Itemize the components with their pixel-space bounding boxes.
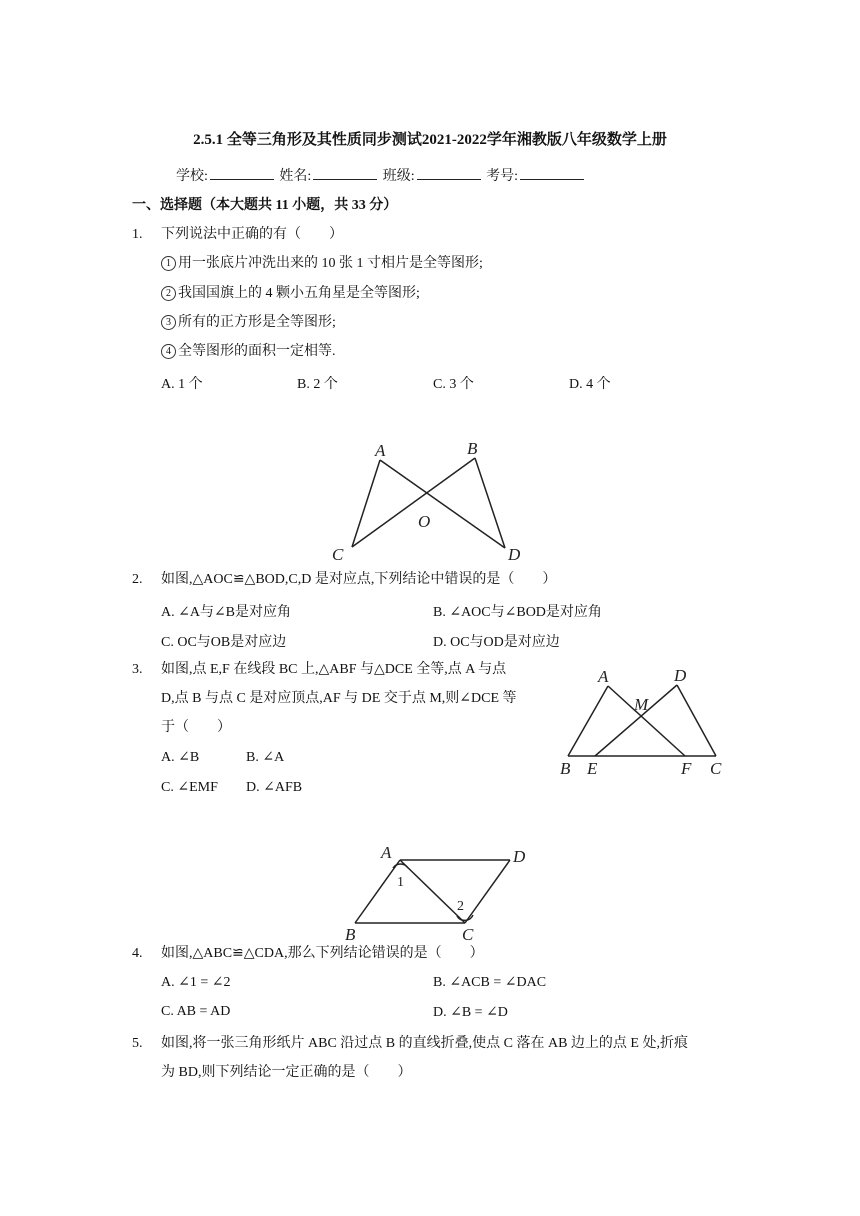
name-label: 姓名:: [279, 169, 312, 184]
q4-number: 4.: [132, 946, 143, 961]
q4-option-b: B. ∠ACB = ∠DAC: [433, 975, 547, 990]
class-label: 班级:: [382, 169, 415, 184]
q2-option-a: A. ∠A与∠B是对应角: [161, 605, 292, 620]
circled-number: 2: [161, 286, 176, 301]
q3-stem-line-1: 如图,点 E,F 在线段 BC 上,△ABF 与△DCE 全等,点 A 与点: [161, 662, 507, 677]
circled-number: 1: [161, 256, 176, 271]
q3-option-a: A. ∠B: [161, 750, 200, 765]
q4-option-a: A. ∠1 = ∠2: [161, 975, 231, 990]
q1-number: 1.: [132, 227, 143, 242]
q1-stem: 下列说法中正确的有（ ）: [161, 227, 343, 242]
q3-stem-line-2: D,点 B 与点 C 是对应顶点,AF 与 DE 交于点 M,则∠DCE 等: [161, 691, 517, 706]
q1-item-1: [161, 254, 483, 274]
point-c-label: C: [462, 925, 474, 944]
name-blank: [313, 167, 377, 180]
q5-number: 5.: [132, 1036, 143, 1051]
q1-item-text: 全等图形的面积一定相等.: [178, 344, 336, 359]
q3-option-d: D. ∠AFB: [246, 780, 303, 795]
section-heading: 一、选择题（本大题共 11 小题，共 33 分）: [132, 198, 398, 213]
student-info-line: [176, 165, 586, 185]
q2-number: 2.: [132, 572, 143, 587]
point-a-label: A: [375, 441, 386, 460]
q5-stem-line-1: 如图,将一张三角形纸片 ABC 沿过点 B 的直线折叠,使点 C 落在 AB 边上的点 E 处,折痕: [161, 1036, 688, 1051]
q1-item-text: 所有的正方形是全等图形;: [178, 315, 336, 330]
q1-item-text: 用一张底片冲洗出来的 10 张 1 寸相片是全等图形;: [178, 256, 483, 271]
point-b-label: B: [345, 925, 356, 944]
q3-stem-line-3: 于（ ）: [161, 720, 231, 735]
class-blank: [417, 167, 481, 180]
point-a-label: A: [381, 843, 392, 862]
q4-stem: 如图,△ABC≌△CDA,那么下列结论错误的是（ ）: [161, 946, 484, 961]
q1-item-3: [161, 313, 336, 333]
circled-number: 3: [161, 315, 176, 330]
q2-option-b: B. ∠AOC与∠BOD是对应角: [433, 605, 602, 620]
point-e-label: E: [587, 759, 598, 778]
q3-number: 3.: [132, 662, 143, 677]
point-b-label: B: [560, 759, 571, 778]
point-d-label: D: [508, 545, 521, 564]
q1-option-a: A. 1 个: [161, 377, 203, 392]
q1-option-c: C. 3 个: [433, 377, 474, 392]
q1-item-2: [161, 284, 420, 304]
q1-item-text: 我国国旗上的 4 颗小五角星是全等图形;: [178, 286, 420, 301]
point-a-label: A: [598, 667, 609, 686]
point-c-label: C: [710, 759, 722, 778]
point-b-label: B: [467, 439, 478, 458]
point-f-label: F: [681, 759, 692, 778]
q2-option-c: C. OC与OB是对应边: [161, 635, 287, 650]
exam-no-label: 考号:: [486, 169, 519, 184]
q3-option-c: C. ∠EMF: [161, 780, 218, 795]
page-title: 2.5.1 全等三角形及其性质同步测试2021-2022学年湘教版八年级数学上册: [193, 132, 667, 148]
q2-stem: 如图,△AOC≌△BOD,C,D 是对应点,下列结论中错误的是（ ）: [161, 572, 557, 587]
exam-no-blank: [520, 167, 584, 180]
point-o-label: O: [418, 512, 431, 531]
point-c-label: C: [332, 545, 344, 564]
q3-option-b: B. ∠A: [246, 750, 285, 765]
q1-item-4: [161, 342, 336, 362]
school-blank: [210, 167, 274, 180]
point-m-label: M: [634, 695, 649, 714]
q4-option-d: D. ∠B = ∠D: [433, 1005, 508, 1020]
angle-2-label: 2: [457, 899, 464, 914]
angle-1-label: 1: [397, 875, 404, 890]
figure-q4-parallelogram: [335, 840, 535, 945]
point-d-label: D: [674, 666, 687, 685]
school-label: 学校:: [176, 169, 208, 184]
point-d-label: D: [513, 847, 526, 866]
q2-option-d: D. OC与OD是对应边: [433, 635, 560, 650]
q1-option-d: D. 4 个: [569, 377, 611, 392]
q5-stem-line-2: 为 BD,则下列结论一定正确的是（ ）: [161, 1065, 412, 1080]
q4-option-c: C. AB = AD: [161, 1004, 231, 1019]
circled-number: 4: [161, 344, 176, 359]
figure-q3-triangles: [550, 660, 730, 780]
q1-option-b: B. 2 个: [297, 377, 338, 392]
figure-q2-bowtie: [320, 430, 540, 570]
